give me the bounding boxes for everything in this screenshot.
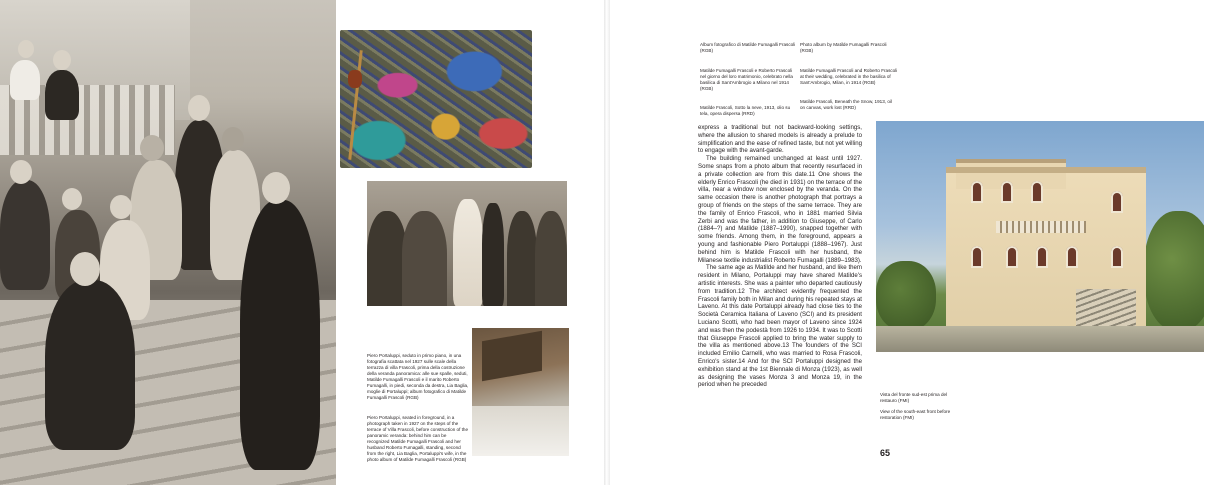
album-cord bbox=[348, 50, 362, 160]
caption-line: Matilde Frascoli, Sotto la neve, 1913, olio su tela, opera dispersa (RRD) bbox=[700, 105, 792, 116]
group-photo-steps bbox=[0, 0, 336, 485]
villa-window bbox=[971, 246, 983, 268]
right-page bbox=[610, 0, 1214, 485]
body-paragraph: The same age as Matilde and her husband, and like them resident in Milano, Portaluppi may have shared Matilde's artistic interests. She was a painter who departed cautiously from tradition.12 The architect evidently frequented the Frascoli family both in Milan and during his repeated stays at Laveno. At this date Portaluppi already had close ties to the Società Ceramica Italiana of Laveno (SCI) and its president Luciano Scotti, who had been mayor of Laveno since 1924 and was then the podestà from 1926 to 1934. It was to Scotti that Giuseppe Frascoli applied to bring the water supply to the villa as mentioned above.13 The founders of the SCI included Emilio Carnelli, who was married to Rosa Frascoli, Enrico's sister.14 And for the SCI Portaluppi designed the exhibition stand at the 1st Biennale di Monza (1923), as well as designing the vases Monza 3 and Monza 19, in the period when he preceded bbox=[698, 264, 862, 389]
crowd bbox=[535, 211, 567, 306]
groom bbox=[482, 203, 504, 306]
villa-caption-english: View of the south-east front before restoration (FMI) bbox=[880, 409, 952, 420]
crowd bbox=[507, 211, 537, 306]
album-cover-photo bbox=[340, 30, 532, 168]
tree bbox=[876, 261, 936, 331]
painting-snow bbox=[472, 406, 569, 456]
figure bbox=[0, 180, 50, 290]
body-paragraph: express a traditional but not backward-looking settings, where the allusion to shared models is already a prelude to simplification and the ease of refined taste, but not yet willing to engage with the avant-garde. bbox=[698, 124, 862, 155]
villa-caption-italian: Vista del fronte sud-est prima del restauro (FMI) bbox=[880, 392, 949, 403]
painting-roof bbox=[482, 331, 542, 382]
villa-window bbox=[971, 181, 983, 203]
figure bbox=[10, 60, 40, 100]
crowd bbox=[367, 211, 407, 306]
villa-window bbox=[1111, 246, 1123, 268]
figure bbox=[62, 188, 82, 210]
page-number: 65 bbox=[880, 448, 891, 458]
villa-cornice bbox=[946, 167, 1146, 173]
group-photo-caption bbox=[367, 341, 469, 476]
painting-beneath-the-snow bbox=[472, 328, 569, 456]
crowd bbox=[402, 211, 447, 306]
villa-ground bbox=[876, 326, 1204, 352]
villa-window bbox=[1031, 181, 1043, 203]
figure bbox=[18, 40, 34, 58]
villa-frascoli-photo bbox=[876, 121, 1204, 352]
left-page bbox=[0, 0, 604, 485]
figure bbox=[53, 50, 71, 70]
caption-english: Piero Portaluppi, seated in foreground, in a photograph taken in 1927 on the steps of the terrace of Villa Frascoli, before construction of the panoramic veranda: behind him can be recognized Matilde Fumagalli Frascoli and her husband Roberto Fumagalli, standing, second from the right, Lia Baglia, Portaluppi's wife, in the photo album of Matilde Fumagalli Frascoli (RGB) bbox=[367, 414, 470, 462]
figure bbox=[262, 172, 290, 204]
album-caption-english bbox=[800, 30, 898, 125]
album-caption-italian bbox=[700, 30, 798, 131]
figure bbox=[240, 200, 320, 470]
villa-balcony bbox=[996, 221, 1086, 233]
album-tassel bbox=[348, 70, 362, 88]
body-text-column bbox=[698, 124, 862, 389]
villa-window bbox=[1001, 181, 1013, 203]
figure bbox=[45, 70, 79, 120]
caption-line: Photo album by Matilde Fumagalli Frascoli (RGB) bbox=[800, 42, 888, 53]
caption-line: Matilde Frascoli, Beneath the Snow, 1913, oil on canvas, work lost (RRD) bbox=[800, 99, 894, 110]
figure bbox=[140, 135, 164, 161]
figure bbox=[10, 160, 32, 184]
bride bbox=[453, 199, 483, 306]
figure bbox=[110, 195, 132, 219]
villa-window bbox=[1036, 246, 1048, 268]
villa-window bbox=[1111, 191, 1123, 213]
body-paragraph: The building remained unchanged at least until 1927. Some snaps from a photo album that recently resurfaced in a private collection are from this date.11 One shows the elderly Enrico Frascoli (he died in 1931) on the terrace of the villa, near a window now enclosed by the veranda. On the same occasion there is another photograph that portrays a group of friends on the steps of the same terrace. They are the family of Enrico Frascoli, who in 1881 married Silvia Zerbi and was the father, in addition to Giuseppe, of Carlo (1884–?) and Matilde (1887–1990), snapped together with some friends. Among them, in the foreground, appears a young and fashionable Piero Portaluppi (1888–1967). Just behind him is Matilde Frascoli with her husband, the Milanese textile industrialist Roberto Fumagalli (1889–1983). bbox=[698, 155, 862, 264]
portaluppi-head bbox=[70, 252, 100, 286]
figure bbox=[222, 127, 244, 151]
wedding-photo bbox=[367, 181, 567, 306]
villa-window bbox=[1066, 246, 1078, 268]
tree bbox=[1144, 211, 1204, 331]
caption-italian: Piero Portaluppi, seduto in primo piano, in una fotografia scattata nel 1927 sulle scale della terrazza di villa Frascoli, prima della costruzione della veranda panoramica: alle sue spalle, seduti, Matilde Fumagalli Frascoli e il marito Roberto Fumagalli, in piedi, seconda da destra, Lia Baglia, moglie di Portaluppi; album fotografico di Matilde Fumagalli Frascoli (RGB) bbox=[367, 353, 470, 400]
portaluppi-figure bbox=[45, 280, 135, 450]
caption-line: Matilde Fumagalli Frascoli and Roberto Frascoli at their wedding, celebrated in the basilica of Sant'Ambrogio, Milan, in 1914 (RGB) bbox=[800, 67, 899, 85]
villa-stairs bbox=[1076, 289, 1136, 329]
caption-line: Album fotografico di Matilde Fumagalli Frascoli (RGB) bbox=[700, 42, 797, 53]
caption-line: Matilde Fumagalli Frascoli e Roberto Frascoli nel giorno del loro matrimonio, celebrato nella basilica di Sant'Ambrogio a Milano nel 1914 (RGB) bbox=[700, 67, 795, 91]
villa-window bbox=[1006, 246, 1018, 268]
figure bbox=[188, 95, 210, 121]
